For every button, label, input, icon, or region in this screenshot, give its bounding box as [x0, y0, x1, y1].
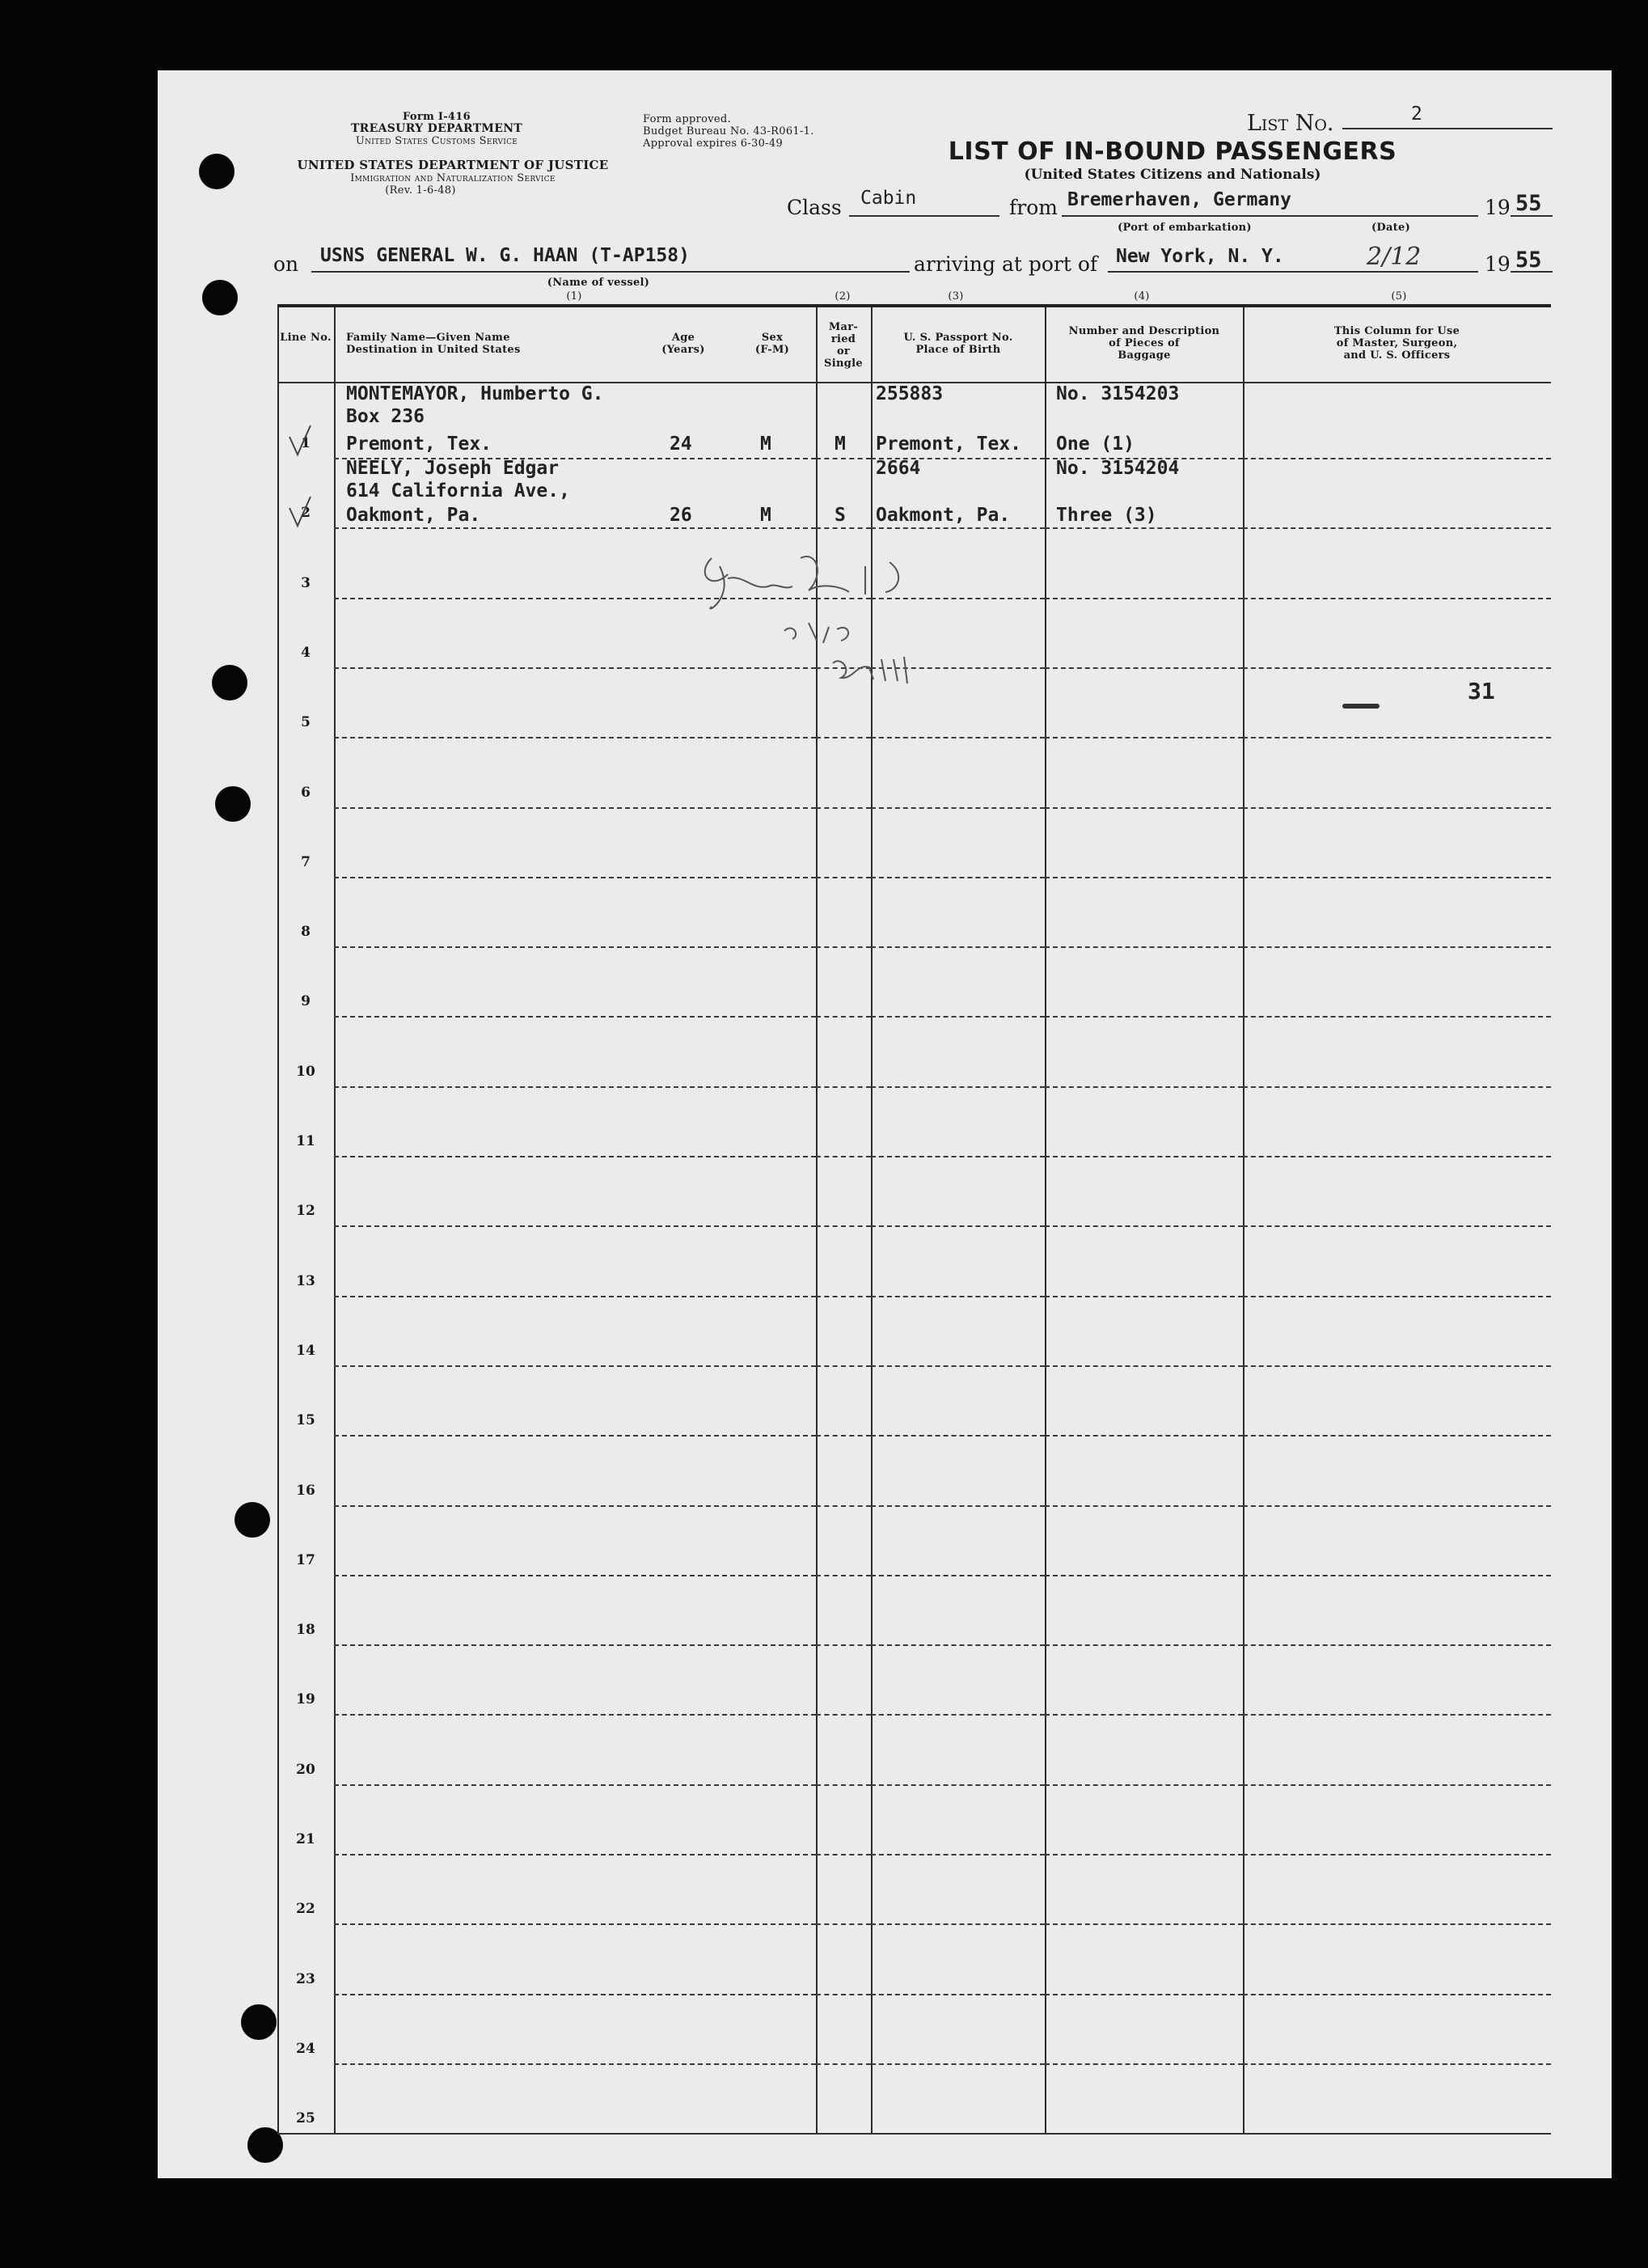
- row-rule-line: [871, 1994, 1045, 1995]
- row-rule-line: [871, 2063, 1045, 2065]
- immigration-service: Immigration and Naturalization Service: [350, 172, 556, 184]
- passenger-1-married: M: [835, 434, 846, 455]
- smudge-mark: [1342, 704, 1380, 709]
- punch-hole: [241, 2004, 277, 2040]
- row-rule-line: [1243, 1296, 1551, 1297]
- row-rule-line: [816, 1016, 871, 1018]
- passenger-2-sex: M: [760, 505, 771, 526]
- row-number: 22: [296, 1901, 315, 1917]
- row-number: 20: [296, 1762, 315, 1778]
- row-rule-line: [1045, 1225, 1243, 1227]
- row-rule-line: [1045, 1575, 1243, 1576]
- row-number: 3: [301, 575, 311, 591]
- arriving-label: arriving at port of: [914, 252, 1098, 276]
- manifest-subtitle: (United States Citizens and Nationals): [1024, 167, 1321, 183]
- row-rule-line: [1045, 1505, 1243, 1507]
- row-rule-line: [816, 1156, 871, 1157]
- vessel-col-number: (1): [566, 290, 582, 303]
- row-rule-line: [816, 2063, 871, 2065]
- from-label: from: [1009, 196, 1058, 219]
- customs-service: United States Customs Service: [355, 135, 518, 147]
- row-rule-line: [1045, 1296, 1243, 1297]
- row-rule-line: [1243, 1575, 1551, 1576]
- row-rule-line: [1243, 1784, 1551, 1786]
- row-number: 17: [296, 1552, 315, 1568]
- year-2: 55: [1515, 248, 1542, 273]
- row-rule-line: [1243, 877, 1551, 878]
- row-rule-line: [816, 1225, 871, 1227]
- row-number: 18: [296, 1622, 315, 1638]
- row-rule-line: [816, 946, 871, 948]
- row-rule-line: [871, 1156, 1045, 1157]
- class-line: [849, 215, 999, 217]
- row-rule-line: [334, 1156, 816, 1157]
- passenger-2-city: Oakmont, Pa.: [346, 505, 481, 526]
- row-number: 21: [296, 1831, 315, 1847]
- row-rule-line: [1045, 807, 1243, 809]
- row-rule-line: [1243, 527, 1551, 529]
- passenger-2-age: 26: [670, 505, 692, 526]
- passenger-1-baggage-desc: One (1): [1056, 434, 1135, 455]
- row-rule-line: [334, 1714, 816, 1716]
- treasury-dept: TREASURY DEPARTMENT: [350, 122, 523, 135]
- row-rule-line: [816, 877, 871, 878]
- row-rule-line: [871, 1086, 1045, 1088]
- row-rule-line: [334, 1365, 816, 1367]
- justice-dept: UNITED STATES DEPARTMENT OF JUSTICE: [297, 158, 609, 172]
- row-rule-line: [334, 1784, 816, 1786]
- row-rule-line: [334, 527, 816, 529]
- year-1: 55: [1515, 191, 1542, 216]
- list-no-line: [1342, 128, 1553, 129]
- passenger-2-baggage-desc: Three (3): [1056, 505, 1157, 526]
- table-top-border: [277, 304, 1551, 307]
- passenger-2-passport: 2664: [876, 458, 921, 479]
- row-rule-line: [1045, 667, 1243, 669]
- row-rule-line: [816, 1296, 871, 1297]
- row-rule-line: [871, 1296, 1045, 1297]
- col-number-2: (2): [835, 290, 851, 303]
- passenger-1-baggage-no: No. 3154203: [1056, 383, 1180, 404]
- row-rule-line: [334, 1923, 816, 1925]
- punch-hole: [202, 280, 238, 315]
- manifest-title: LIST OF IN-BOUND PASSENGERS: [948, 138, 1397, 166]
- row-rule-line: [1243, 1365, 1551, 1367]
- row-rule-line: [1045, 1714, 1243, 1716]
- col-header-baggage: Number and Description of Pieces of Baggage: [1068, 325, 1220, 362]
- row-number: 16: [296, 1483, 315, 1499]
- row-rule-line: [871, 1016, 1045, 1018]
- row-rule-line: [1243, 1086, 1551, 1088]
- row-rule-line: [1243, 1435, 1551, 1437]
- row-number: 25: [296, 2110, 315, 2126]
- col-header-line-no: Line No.: [280, 332, 332, 344]
- row-rule-line: [1243, 807, 1551, 809]
- col-header-married: Mar- ried or Single: [824, 321, 863, 370]
- row-number: 13: [296, 1273, 315, 1289]
- row-number: 14: [296, 1343, 315, 1359]
- row-rule-line: [816, 527, 871, 529]
- row-rule-line: [1243, 1714, 1551, 1716]
- row-rule-line: [334, 1225, 816, 1227]
- row-rule-line: [1243, 458, 1551, 459]
- row-rule-line: [1243, 1505, 1551, 1507]
- row-rule-line: [334, 1644, 816, 1646]
- revision: (Rev. 1-6-48): [385, 184, 456, 197]
- list-no-label: List No.: [1247, 111, 1334, 136]
- passenger-2-address: 614 California Ave.,: [346, 480, 570, 501]
- row-rule-line: [871, 1365, 1045, 1367]
- row-rule-line: [816, 1644, 871, 1646]
- col-number-3: (3): [948, 290, 964, 303]
- officer-mark: 31: [1468, 678, 1495, 705]
- punch-hole: [212, 665, 247, 700]
- row-rule-line: [1045, 946, 1243, 948]
- row-rule-line: [1243, 1156, 1551, 1157]
- row-number: 19: [296, 1691, 315, 1707]
- row-number: 11: [296, 1133, 315, 1149]
- row-rule-line: [816, 1714, 871, 1716]
- row-rule-line: [871, 1714, 1045, 1716]
- row-rule-line: [334, 807, 816, 809]
- class-value: Cabin: [860, 188, 917, 209]
- row-number: 23: [296, 1971, 315, 1987]
- row-rule-line: [334, 1086, 816, 1088]
- row-rule-line: [1045, 1644, 1243, 1646]
- row-rule-line: [1045, 598, 1243, 599]
- row-rule-line: [1045, 1994, 1243, 1995]
- row-rule-line: [871, 527, 1045, 529]
- punch-hole: [235, 1502, 270, 1538]
- row-rule-line: [1045, 877, 1243, 878]
- row-rule-line: [1243, 1644, 1551, 1646]
- passenger-2-baggage-no: No. 3154204: [1056, 458, 1180, 479]
- row-rule-line: [871, 807, 1045, 809]
- row-rule-line: [816, 1575, 871, 1576]
- row-number: 12: [296, 1203, 315, 1219]
- from-line: [1062, 215, 1478, 217]
- row-rule-line: [871, 1505, 1045, 1507]
- row-rule-line: [334, 1435, 816, 1437]
- col-header-sex: Sex (F-M): [754, 332, 790, 356]
- row-rule-line: [871, 1435, 1045, 1437]
- table-border-left: [277, 307, 279, 2134]
- row-rule-line: [1045, 1365, 1243, 1367]
- row-rule-line: [871, 1923, 1045, 1925]
- form-number: Form I-416: [403, 111, 471, 123]
- row-rule-line: [1045, 1086, 1243, 1088]
- approval-expires: Approval expires 6-30-49: [643, 138, 784, 150]
- class-label: Class: [787, 196, 842, 219]
- row-rule-line: [1045, 1435, 1243, 1437]
- row-rule-line: [1243, 1994, 1551, 1995]
- row-number: 24: [296, 2041, 315, 2057]
- row-rule-line: [816, 1365, 871, 1367]
- col-divider-line: [334, 307, 336, 2134]
- year-prefix-1: 19: [1485, 196, 1511, 219]
- row-number: 1: [301, 435, 311, 451]
- col-header-passport: U. S. Passport No. Place of Birth: [903, 332, 1013, 356]
- row-rule-line: [334, 737, 816, 738]
- form-approved: Form approved.: [643, 113, 731, 125]
- arrival-date: 2/12: [1367, 243, 1422, 271]
- row-rule-line: [871, 877, 1045, 878]
- arrival-line: [1108, 271, 1478, 273]
- row-rule-line: [334, 1575, 816, 1576]
- row-rule-line: [1243, 667, 1551, 669]
- row-number: 6: [301, 785, 311, 801]
- row-rule-line: [816, 1505, 871, 1507]
- row-rule-line: [334, 1505, 816, 1507]
- row-number: 7: [301, 854, 311, 870]
- vessel-line: [311, 271, 910, 273]
- port-caption: (Port of embarkation): [1118, 222, 1252, 234]
- punch-hole: [215, 786, 251, 822]
- row-rule-line: [334, 1854, 816, 1855]
- row-rule-line: [1243, 1923, 1551, 1925]
- row-rule-line: [816, 1923, 871, 1925]
- checkmark-icon: [285, 421, 317, 461]
- checkmark-icon: [285, 490, 317, 531]
- handwritten-signature: [679, 542, 987, 704]
- row-rule-line: [871, 1644, 1045, 1646]
- vessel-name: USNS GENERAL W. G. HAAN (T-AP158): [320, 245, 690, 266]
- col-header-officers: This Column for Use of Master, Surgeon, and U. S. Officers: [1333, 325, 1460, 362]
- on-label: on: [273, 252, 299, 276]
- row-rule-line: [816, 807, 871, 809]
- arrival-port: New York, N. Y.: [1116, 246, 1284, 267]
- col-header-name: Family Name—Given Name Destination in United States: [346, 332, 521, 356]
- row-rule-line: [816, 1435, 871, 1437]
- row-rule-line: [816, 458, 871, 459]
- row-rule-line: [334, 1296, 816, 1297]
- passenger-2-name: NEELY, Joseph Edgar: [346, 458, 560, 479]
- row-rule-line: [334, 1994, 816, 1995]
- row-rule-line: [1045, 2063, 1243, 2065]
- row-rule-line: [1243, 1854, 1551, 1855]
- passenger-1-passport: 255883: [876, 383, 944, 404]
- row-number: 4: [301, 645, 311, 661]
- row-rule-line: [1243, 2063, 1551, 2065]
- row-rule-line: [1243, 1016, 1551, 1018]
- list-no-value: 2: [1411, 104, 1422, 125]
- passenger-1-name: MONTEMAYOR, Humberto G.: [346, 383, 604, 404]
- budget-bureau: Budget Bureau No. 43-R061-1.: [643, 125, 814, 138]
- row-rule-line: [1045, 1016, 1243, 1018]
- col-number-5: (5): [1391, 290, 1407, 303]
- passenger-1-age: 24: [670, 434, 692, 455]
- row-rule-line: [871, 1854, 1045, 1855]
- row-rule-line: [334, 2063, 816, 2065]
- row-number: 10: [296, 1064, 315, 1080]
- row-rule-line: [871, 1575, 1045, 1576]
- row-rule-line: [871, 1784, 1045, 1786]
- row-rule-line: [1045, 1923, 1243, 1925]
- table-bottom-border: [277, 2133, 1551, 2135]
- row-rule-line: [334, 877, 816, 878]
- col-divider-baggage: [1045, 307, 1046, 2134]
- row-number: 2: [301, 505, 311, 521]
- row-rule-line: [816, 1994, 871, 1995]
- row-rule-line: [1045, 737, 1243, 738]
- passenger-2-married: S: [835, 505, 846, 526]
- row-number: 9: [301, 993, 311, 1009]
- passenger-1-sex: M: [760, 434, 771, 455]
- row-rule-line: [1045, 1854, 1243, 1855]
- passenger-2-birthplace: Oakmont, Pa.: [876, 505, 1011, 526]
- date-caption: (Date): [1371, 222, 1411, 234]
- passenger-1-birthplace: Premont, Tex.: [876, 434, 1022, 455]
- passenger-1-city: Premont, Tex.: [346, 434, 492, 455]
- row-rule-line: [816, 1086, 871, 1088]
- row-rule-line: [871, 737, 1045, 738]
- row-rule-line: [1243, 737, 1551, 738]
- row-rule-line: [816, 737, 871, 738]
- row-rule-line: [1243, 598, 1551, 599]
- row-rule-line: [1045, 1156, 1243, 1157]
- row-rule-line: [1045, 1784, 1243, 1786]
- row-number: 8: [301, 924, 311, 940]
- col-number-4: (4): [1134, 290, 1150, 303]
- row-rule-line: [334, 946, 816, 948]
- row-rule-line: [1243, 946, 1551, 948]
- col-header-age: Age (Years): [661, 332, 705, 356]
- vessel-caption: (Name of vessel): [547, 277, 650, 289]
- port-of-embarkation: Bremerhaven, Germany: [1067, 189, 1291, 210]
- row-number: 15: [296, 1412, 315, 1428]
- row-rule-line: [871, 946, 1045, 948]
- row-number: 5: [301, 714, 311, 730]
- passenger-1-address: Box 236: [346, 406, 425, 427]
- row-rule-line: [816, 1784, 871, 1786]
- row-rule-line: [1045, 527, 1243, 529]
- col-divider-officers: [1243, 307, 1244, 2134]
- year-prefix-2: 19: [1485, 252, 1511, 276]
- punch-hole: [199, 154, 235, 189]
- row-rule-line: [871, 1225, 1045, 1227]
- row-rule-line: [816, 1854, 871, 1855]
- row-rule-line: [334, 1016, 816, 1018]
- row-rule-line: [1243, 1225, 1551, 1227]
